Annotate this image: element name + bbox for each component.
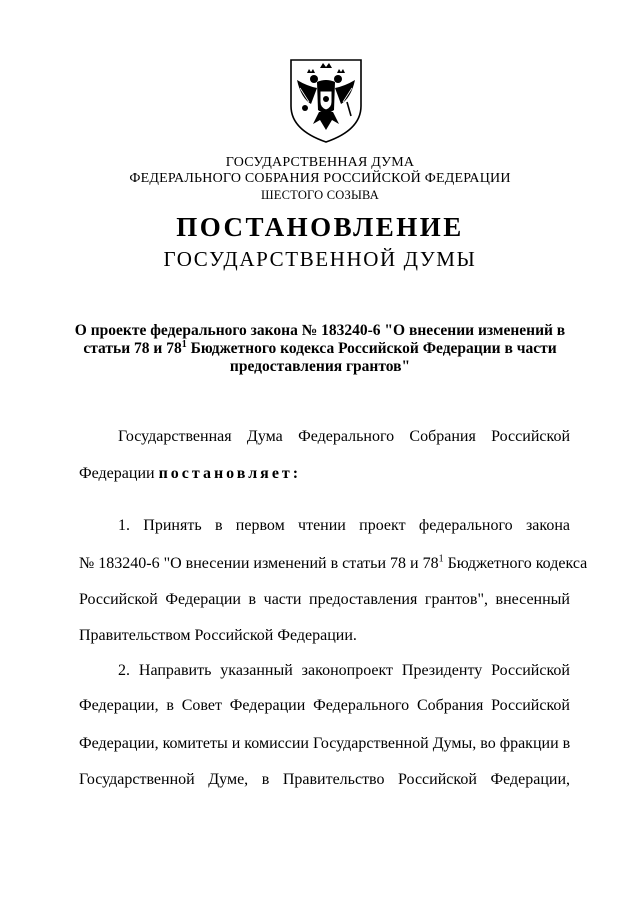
subject-line: предоставления грантов" xyxy=(229,358,411,375)
preamble-text: Федерации xyxy=(79,465,159,482)
state-emblem-icon xyxy=(287,58,365,144)
item1-text: № 183240-6 "О внесении изменений в статьи 78 и 78 xyxy=(79,555,439,572)
superscript: 1 xyxy=(181,338,187,350)
item2-line: Федерации, в Совет Федерации Федерального Собрания Российской xyxy=(79,697,570,714)
subject-line xyxy=(70,340,570,358)
document-subject xyxy=(70,322,570,376)
preamble-line xyxy=(79,465,570,483)
document-title: ПОСТАНОВЛЕНИЕ xyxy=(176,212,464,242)
document-subtitle: ГОСУДАРСТВЕННОЙ ДУМЫ xyxy=(163,247,477,271)
item2-line: Федерации, комитеты и комиссии Государственной Думы, во фракции в xyxy=(79,735,571,752)
item1-line: 1. Принять в первом чтении проект федерального закона xyxy=(118,517,570,534)
subject-text: статьи 78 и 78 xyxy=(83,340,182,357)
superscript: 1 xyxy=(438,553,444,565)
subject-text: Бюджетного кодекса Российской Федерации в части xyxy=(186,340,557,357)
item1-line: Правительством Российской Федерации. xyxy=(79,627,357,644)
organization-name-line1: ГОСУДАРСТВЕННАЯ ДУМА xyxy=(225,155,415,170)
item2-line: 2. Направить указанный законопроект Президенту Российской xyxy=(118,662,570,679)
subject-line: О проекте федерального закона № 183240-6 "О внесении изменений в xyxy=(74,322,566,339)
item1-text: Бюджетного кодекса xyxy=(443,555,588,572)
item1-line xyxy=(79,553,588,573)
organization-name-line2: ФЕДЕРАЛЬНОГО СОБРАНИЯ РОССИЙСКОЙ ФЕДЕРАЦИИ xyxy=(129,171,511,186)
item1-line: Российской Федерации в части предоставления грантов", внесенный xyxy=(79,591,570,608)
preamble-line: Государственная Дума Федерального Собрания Российской xyxy=(118,428,570,445)
item2-line: Государственной Думе, в Правительство Российской Федерации, xyxy=(79,771,570,788)
resolves-word: постановляет: xyxy=(158,465,302,482)
convocation: ШЕСТОГО СОЗЫВА xyxy=(260,188,380,202)
